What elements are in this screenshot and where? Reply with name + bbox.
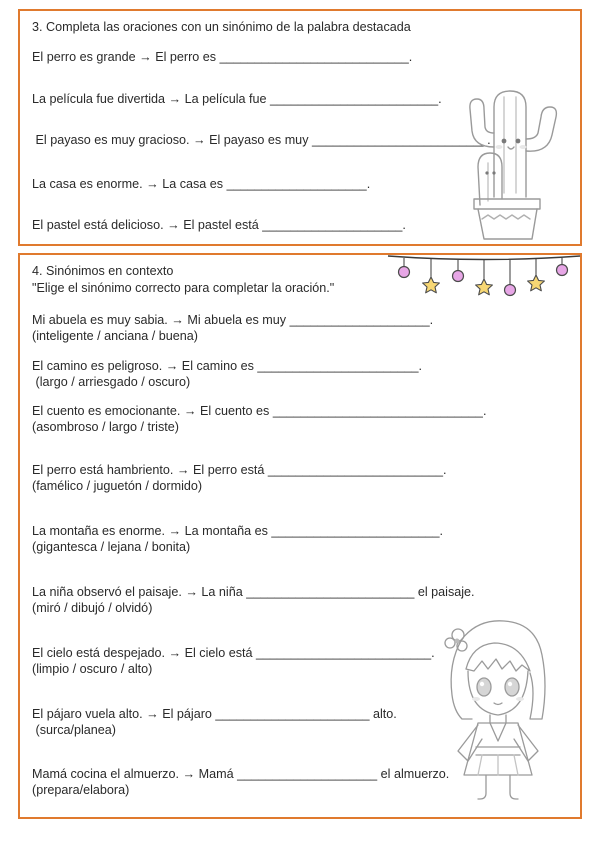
- ornament-ball: [453, 271, 464, 282]
- exercise-sentence: La montaña es enorme. → La montaña es ________________________.: [32, 524, 444, 538]
- cactus-illustration: [452, 87, 572, 243]
- exercise-sentence: El pastel está delicioso. → El pastel está ____________________.: [32, 218, 406, 232]
- exercise-options: (inteligente / anciana / buena): [32, 329, 198, 343]
- exercise-options: (miró / dibujó / olvidó): [32, 601, 153, 615]
- ornament-ball: [505, 285, 516, 296]
- exercise-options: (largo / arriesgado / oscuro): [32, 375, 191, 389]
- exercise-options: (prepara/elabora): [32, 783, 130, 797]
- exercise-options: (famélico / juguetón / dormido): [32, 479, 203, 493]
- section-4-instruction: "Elige el sinónimo correcto para completar la oración.": [32, 281, 335, 295]
- garland-illustration: [386, 253, 582, 305]
- section-4-box: [18, 253, 582, 819]
- exercise-sentence: El pájaro vuela alto. → El pájaro ______________________ alto.: [32, 707, 397, 721]
- ornament-star: [528, 275, 545, 291]
- exercise-sentence: Mi abuela es muy sabia. → Mi abuela es muy ____________________.: [32, 313, 434, 327]
- exercise-options: (surca/planea): [32, 723, 116, 737]
- exercise-sentence: El perro es grande → El perro es ___________________________.: [32, 50, 413, 64]
- exercise-sentence: La casa es enorme. → La casa es ____________________.: [32, 177, 371, 191]
- section-3-title: 3. Completa las oraciones con un sinónimo de la palabra destacada: [32, 20, 411, 34]
- exercise-sentence: La niña observó el paisaje. → La niña ________________________ el paisaje.: [32, 585, 475, 599]
- section-3-box: [18, 9, 582, 246]
- exercise-options: (asombroso / largo / triste): [32, 420, 179, 434]
- exercise-sentence: La película fue divertida → La película fue ________________________.: [32, 92, 442, 106]
- ornament-ball: [557, 265, 568, 276]
- exercise-sentence: El perro está hambriento. → El perro está _________________________.: [32, 463, 447, 477]
- exercise-sentence: El payaso es muy gracioso. → El payaso es muy _________________________.: [32, 133, 491, 147]
- exercise-options: (limpio / oscuro / alto): [32, 662, 153, 676]
- girl-illustration: [432, 615, 564, 805]
- ornament-star: [476, 279, 493, 295]
- exercise-sentence: El cielo está despejado. → El cielo está _________________________.: [32, 646, 435, 660]
- exercise-sentence: El camino es peligroso. → El camino es _______________________.: [32, 359, 422, 373]
- ornament-star: [423, 277, 440, 293]
- exercise-sentence: Mamá cocina el almuerzo. → Mamá ____________________ el almuerzo.: [32, 767, 450, 781]
- exercise-sentence: El cuento es emocionante. → El cuento es ______________________________.: [32, 404, 487, 418]
- exercise-options: (gigantesca / lejana / bonita): [32, 540, 191, 554]
- section-4-title: 4. Sinónimos en contexto: [32, 264, 174, 278]
- ornament-ball: [399, 267, 410, 278]
